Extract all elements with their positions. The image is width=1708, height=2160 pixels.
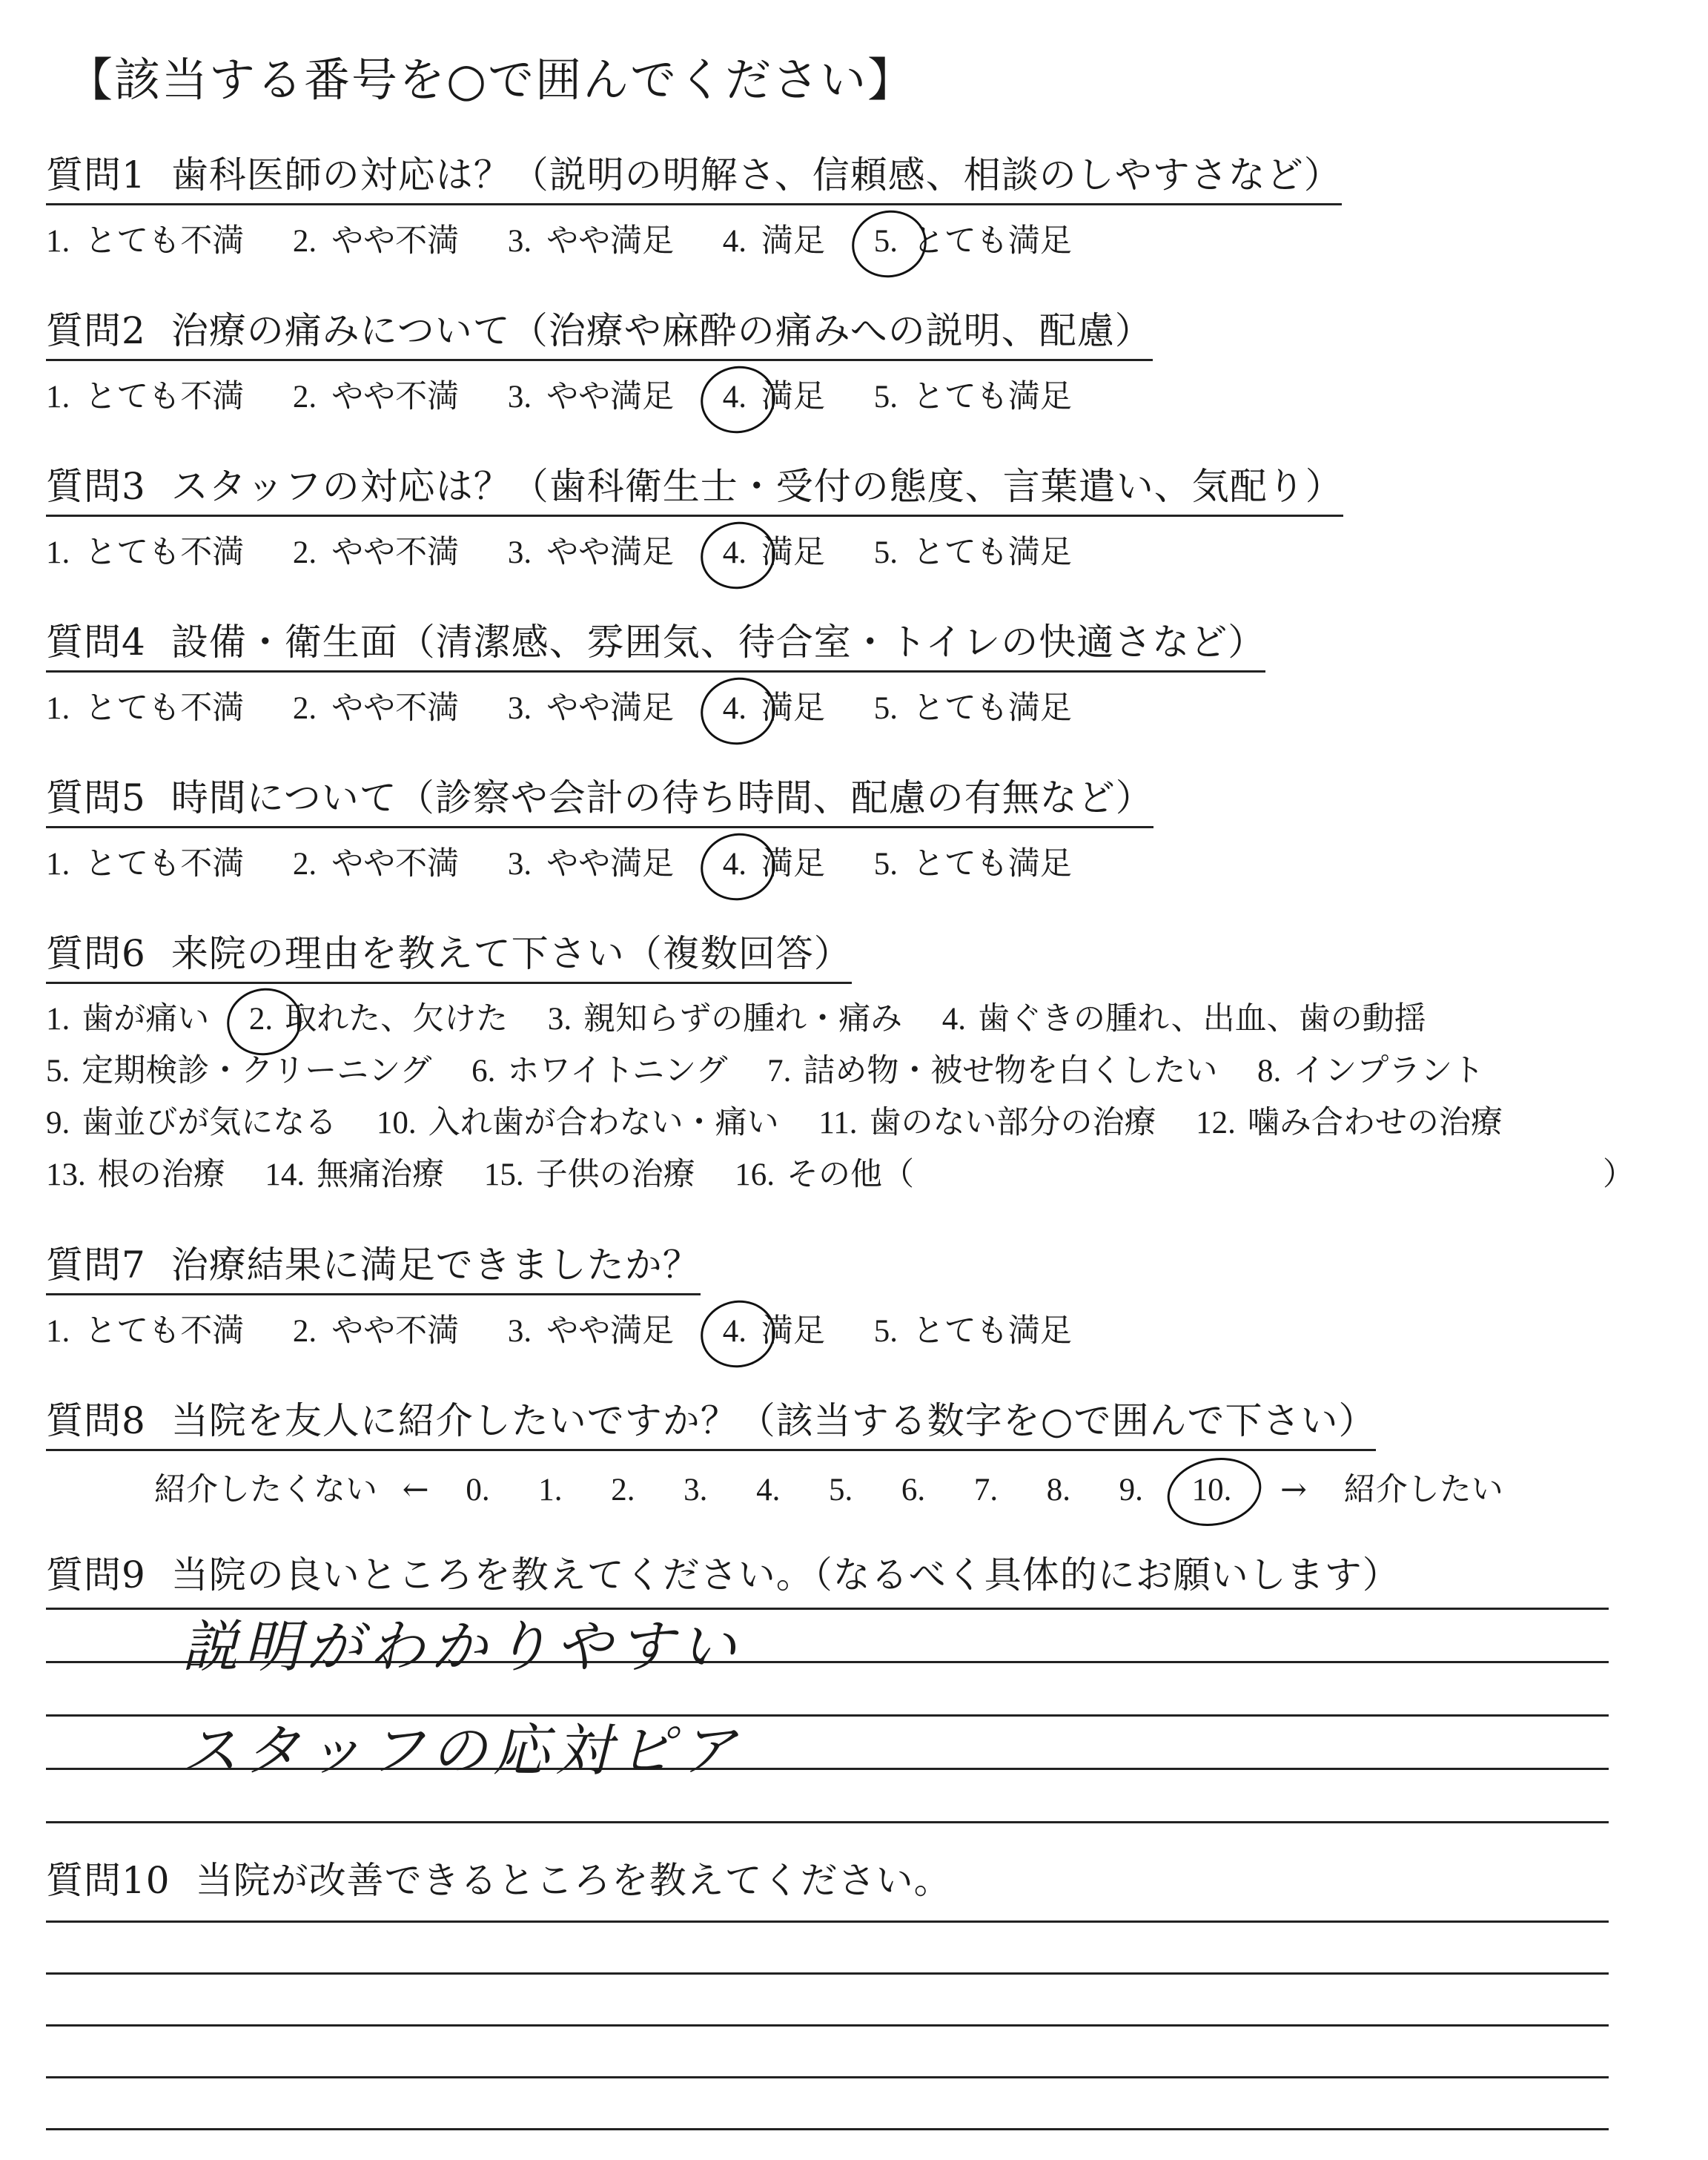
selected-mark: 4. bbox=[722, 535, 747, 570]
score-0[interactable]: 0. bbox=[466, 1473, 490, 1507]
question-number: 質問3 bbox=[46, 465, 146, 508]
reason-row bbox=[46, 1045, 1532, 1097]
other-close-paren: ） bbox=[1603, 1156, 1635, 1193]
question-number: 質問9 bbox=[46, 1553, 146, 1596]
right-arrow-icon: → bbox=[1280, 1471, 1308, 1508]
reason-option-11[interactable]: 11. 歯のない部分の治療 bbox=[818, 1104, 1156, 1141]
question-text: 当院の良いところを教えてください。（なるべく具体的にお願いします） bbox=[171, 1553, 1400, 1596]
option-5[interactable]: 5. とても満足 bbox=[873, 378, 1072, 415]
q10-answer-lines[interactable] bbox=[46, 1920, 1609, 2143]
score-3[interactable]: 3. bbox=[683, 1473, 708, 1507]
reason-option-9[interactable]: 9. 歯並びが気になる bbox=[46, 1104, 337, 1141]
reason-option-4[interactable]: 4. 歯ぐきの腫れ、出血、歯の動揺 bbox=[941, 1000, 1426, 1037]
question-heading bbox=[46, 457, 1343, 517]
selected-mark: 5. bbox=[873, 224, 898, 259]
score-7[interactable]: 7. bbox=[973, 1473, 999, 1507]
option-4[interactable]: 4. 満足 bbox=[722, 222, 826, 260]
option-5[interactable]: 5. とても満足 bbox=[873, 534, 1072, 571]
rating-options bbox=[46, 1306, 1110, 1351]
question-text: 治療の痛みについて（治療や麻酔の痛みへの説明、配慮） bbox=[171, 309, 1153, 352]
option-1[interactable]: 1. とても不満 bbox=[46, 222, 245, 260]
reason-option-8[interactable]: 8. インプラント bbox=[1257, 1052, 1485, 1089]
option-3[interactable]: 3. やや満足 bbox=[507, 1312, 675, 1350]
question-text: 歯科医師の対応は？（説明の明解さ、信頼感、相談のしやすさなど） bbox=[171, 153, 1342, 196]
reason-option-15[interactable]: 15. 子供の治療 bbox=[483, 1156, 695, 1193]
reason-row bbox=[46, 993, 1532, 1045]
reason-option-10[interactable]: 10. 入れ歯が合わない・痛い bbox=[376, 1104, 779, 1141]
question-heading bbox=[46, 768, 1153, 828]
score-2[interactable]: 2. bbox=[611, 1473, 635, 1507]
reason-row bbox=[46, 1097, 1532, 1149]
question-number: 質問6 bbox=[46, 932, 146, 975]
reason-option-16[interactable]: 16. その他（ bbox=[735, 1156, 915, 1193]
option-5[interactable]: 5. とても満足 bbox=[873, 690, 1072, 727]
rating-options bbox=[46, 216, 1342, 261]
option-4-selected[interactable]: 4. 満足 bbox=[722, 378, 826, 415]
option-4-selected[interactable]: 4. 満足 bbox=[722, 845, 826, 882]
question-6 bbox=[46, 924, 1635, 1200]
option-4-selected[interactable]: 4. 満足 bbox=[722, 1312, 826, 1350]
q9-handwritten-answer-2: スタッフの応対ピア bbox=[182, 1717, 742, 1783]
score-9[interactable]: 9. bbox=[1119, 1473, 1143, 1507]
option-5[interactable]: 5. とても満足 bbox=[873, 1312, 1072, 1350]
option-5[interactable]: 5. とても満足 bbox=[873, 845, 1072, 882]
question-9 bbox=[46, 1545, 1400, 1603]
referral-low-label: 紹介したくない bbox=[154, 1471, 377, 1508]
question-number: 質問7 bbox=[46, 1244, 146, 1287]
rating-options bbox=[46, 371, 1153, 417]
option-3[interactable]: 3. やや満足 bbox=[507, 378, 675, 415]
option-3[interactable]: 3. やや満足 bbox=[507, 534, 675, 571]
option-1[interactable]: 1. とても不満 bbox=[46, 378, 245, 415]
question-2 bbox=[46, 301, 1153, 417]
referral-scale bbox=[46, 1464, 1518, 1510]
score-1[interactable]: 1. bbox=[538, 1473, 563, 1507]
reason-option-7[interactable]: 7. 詰め物・被せ物を白くしたい bbox=[767, 1052, 1218, 1089]
selected-mark: 4. bbox=[722, 380, 747, 415]
reason-option-1[interactable]: 1. 歯が痛い bbox=[46, 1000, 210, 1037]
question-text: スタッフの対応は？（歯科衛生士・受付の態度、言葉遣い、気配り） bbox=[171, 465, 1343, 508]
question-text: 治療結果に満足できましたか？ bbox=[171, 1244, 701, 1287]
option-3[interactable]: 3. やや満足 bbox=[507, 222, 675, 260]
option-5-selected[interactable]: 5. とても満足 bbox=[873, 222, 1072, 260]
question-heading bbox=[46, 301, 1153, 361]
reason-option-5[interactable]: 5. 定期検診・クリーニング bbox=[46, 1052, 432, 1089]
q9-handwritten-answer-1: 説明がわかりやすい bbox=[182, 1614, 742, 1680]
page-title: 【該当する番号を○で囲んでください】 bbox=[67, 53, 916, 107]
reason-options bbox=[46, 993, 1635, 1200]
option-4-selected[interactable]: 4. 満足 bbox=[722, 534, 826, 571]
score-6[interactable]: 6. bbox=[901, 1473, 926, 1507]
selected-mark: 4. bbox=[722, 847, 747, 882]
question-heading bbox=[46, 924, 852, 984]
option-3[interactable]: 3. やや満足 bbox=[507, 690, 675, 727]
reason-option-12[interactable]: 12. 噛み合わせの治療 bbox=[1196, 1104, 1503, 1141]
selected-mark: 2. bbox=[248, 1002, 274, 1037]
reason-row bbox=[46, 1149, 1635, 1200]
reason-option-14[interactable]: 14. 無痛治療 bbox=[265, 1156, 445, 1193]
option-2[interactable]: 2. やや不満 bbox=[292, 378, 460, 415]
option-2[interactable]: 2. やや不満 bbox=[292, 534, 460, 571]
question-heading bbox=[46, 1391, 1376, 1451]
score-10-selected[interactable]: 10. bbox=[1191, 1473, 1232, 1507]
question-number: 質問10 bbox=[46, 1859, 171, 1902]
referral-high-label: 紹介したい bbox=[1343, 1471, 1503, 1508]
question-number: 質問8 bbox=[46, 1399, 146, 1442]
question-heading bbox=[46, 1545, 1400, 1603]
option-1[interactable]: 1. とても不満 bbox=[46, 534, 245, 571]
question-text: 時間について（診察や会計の待ち時間、配慮の有無など） bbox=[171, 776, 1153, 819]
selected-mark: 4. bbox=[722, 1314, 747, 1349]
question-5 bbox=[46, 768, 1153, 884]
question-7 bbox=[46, 1235, 1110, 1351]
option-2[interactable]: 2. やや不満 bbox=[292, 690, 460, 727]
question-heading bbox=[46, 1235, 701, 1295]
question-number: 質問4 bbox=[46, 621, 146, 664]
score-4[interactable]: 4. bbox=[756, 1473, 781, 1507]
question-10 bbox=[46, 1851, 952, 1909]
selected-mark: 4. bbox=[722, 691, 747, 726]
question-text: 当院を友人に紹介したいですか？（該当する数字を○で囲んで下さい） bbox=[171, 1399, 1377, 1442]
option-1[interactable]: 1. とても不満 bbox=[46, 1312, 245, 1350]
option-1[interactable]: 1. とても不満 bbox=[46, 690, 245, 727]
question-text: 来院の理由を教えて下さい（複数回答） bbox=[171, 932, 852, 975]
question-4 bbox=[46, 612, 1265, 728]
question-8 bbox=[46, 1391, 1518, 1510]
question-text: 設備・衛生面（清潔感、雰囲気、待合室・トイレの快適さなど） bbox=[171, 621, 1266, 664]
question-text: 当院が改善できるところを教えてください。 bbox=[195, 1859, 952, 1902]
question-heading bbox=[46, 612, 1265, 673]
rating-options bbox=[46, 527, 1343, 572]
rating-options bbox=[46, 683, 1265, 728]
score-5[interactable]: 5. bbox=[828, 1473, 853, 1507]
option-2[interactable]: 2. やや不満 bbox=[292, 1312, 460, 1350]
question-heading bbox=[46, 145, 1342, 205]
rating-options bbox=[46, 839, 1153, 884]
reason-option-3[interactable]: 3. 親知らずの腫れ・痛み bbox=[547, 1000, 903, 1037]
question-1 bbox=[46, 145, 1342, 261]
option-3[interactable]: 3. やや満足 bbox=[507, 845, 675, 882]
question-heading bbox=[46, 1851, 952, 1909]
reason-option-6[interactable]: 6. ホワイトニング bbox=[471, 1052, 728, 1089]
option-1[interactable]: 1. とても不満 bbox=[46, 845, 245, 882]
reason-option-13[interactable]: 13. 根の治療 bbox=[46, 1156, 225, 1193]
question-number: 質問2 bbox=[46, 309, 146, 352]
question-number: 質問1 bbox=[46, 153, 146, 196]
question-number: 質問5 bbox=[46, 776, 146, 819]
option-2[interactable]: 2. やや不満 bbox=[292, 845, 460, 882]
reason-option-2-selected[interactable]: 2. 取れた、欠けた bbox=[248, 1000, 509, 1037]
left-arrow-icon: ← bbox=[402, 1471, 429, 1508]
question-3 bbox=[46, 457, 1343, 572]
option-4-selected[interactable]: 4. 満足 bbox=[722, 690, 826, 727]
score-8[interactable]: 8. bbox=[1046, 1473, 1070, 1507]
option-2[interactable]: 2. やや不満 bbox=[292, 222, 460, 260]
